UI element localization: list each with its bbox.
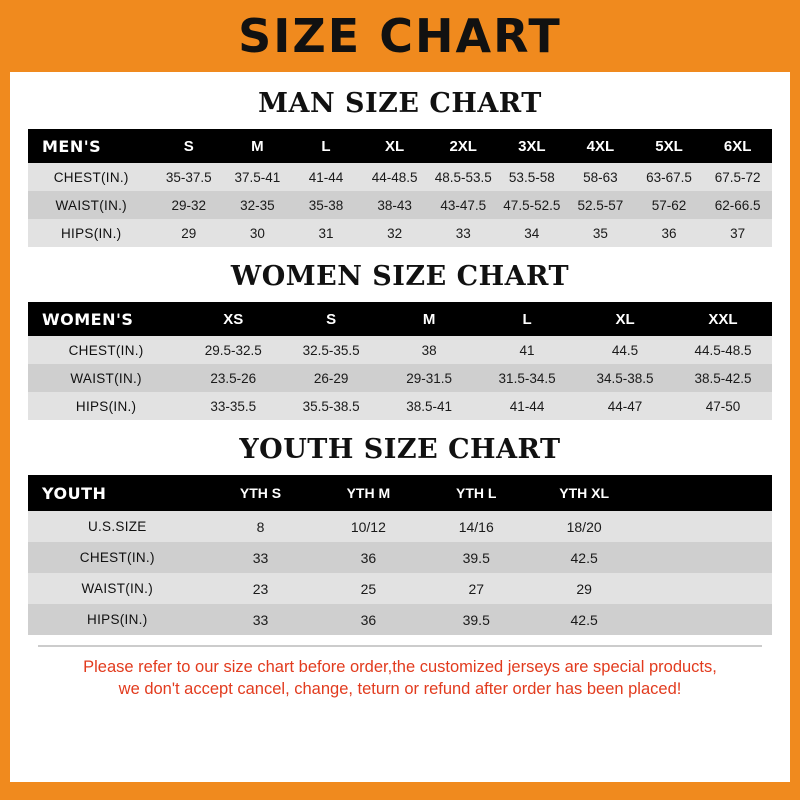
men-chest-5xl: 63-67.5 <box>635 163 704 191</box>
women-chest-xl: 44.5 <box>576 336 674 364</box>
women-chest-m: 38 <box>380 336 478 364</box>
youth-header-label: YOUTH <box>28 475 207 511</box>
women-chest-xxl: 44.5-48.5 <box>674 336 772 364</box>
youth-chest-xl: 42.5 <box>530 542 638 573</box>
women-waist-xs: 23.5-26 <box>184 364 282 392</box>
women-chest-l: 41 <box>478 336 576 364</box>
women-hips-xxl: 47-50 <box>674 392 772 420</box>
women-header-label: WOMEN'S <box>28 302 184 336</box>
youth-section-title: YOUTH SIZE CHART <box>239 434 561 465</box>
youth-chest-spacer <box>638 542 772 573</box>
youth-waist-m: 25 <box>314 573 422 604</box>
men-chest-3xl: 53.5-58 <box>498 163 567 191</box>
table-row <box>28 604 772 635</box>
men-chest-4xl: 58-63 <box>566 163 635 191</box>
women-row-waist-label: WAIST(IN.) <box>28 364 184 392</box>
youth-col-m: YTH M <box>314 475 422 511</box>
men-hips-xl: 32 <box>360 219 429 247</box>
men-hips-s: 29 <box>154 219 223 247</box>
men-chest-xl: 44-48.5 <box>360 163 429 191</box>
men-header-label: MEN'S <box>28 129 154 163</box>
youth-hips-xl: 42.5 <box>530 604 638 635</box>
youth-table-header <box>28 475 772 511</box>
women-col-m: M <box>380 302 478 336</box>
men-col-3xl: 3XL <box>498 129 567 163</box>
table-row <box>28 392 772 420</box>
men-hips-4xl: 35 <box>566 219 635 247</box>
women-hips-s: 35.5-38.5 <box>282 392 380 420</box>
youth-row-waist-label: WAIST(IN.) <box>28 573 207 604</box>
youth-chest-l: 39.5 <box>422 542 530 573</box>
men-size-table <box>28 129 772 247</box>
table-row <box>28 364 772 392</box>
men-col-4xl: 4XL <box>566 129 635 163</box>
men-waist-6xl: 62-66.5 <box>703 191 772 219</box>
footer-note-line-2: we don't accept cancel, change, teturn or refund after order has been placed! <box>118 680 682 699</box>
men-hips-3xl: 34 <box>498 219 567 247</box>
men-waist-3xl: 47.5-52.5 <box>498 191 567 219</box>
men-row-waist-label: WAIST(IN.) <box>28 191 154 219</box>
men-hips-2xl: 33 <box>429 219 498 247</box>
youth-col-xl: YTH XL <box>530 475 638 511</box>
men-col-s: S <box>154 129 223 163</box>
youth-ussize-m: 10/12 <box>314 511 422 542</box>
men-chest-s: 35-37.5 <box>154 163 223 191</box>
men-waist-xl: 38-43 <box>360 191 429 219</box>
youth-hips-spacer <box>638 604 772 635</box>
men-waist-4xl: 52.5-57 <box>566 191 635 219</box>
women-hips-l: 41-44 <box>478 392 576 420</box>
women-waist-m: 29-31.5 <box>380 364 478 392</box>
youth-ussize-xl: 18/20 <box>530 511 638 542</box>
men-waist-s: 29-32 <box>154 191 223 219</box>
youth-size-table <box>28 475 772 635</box>
women-table-body <box>28 336 772 420</box>
men-col-5xl: 5XL <box>635 129 704 163</box>
chart-content <box>10 72 790 774</box>
men-col-l: L <box>292 129 361 163</box>
table-header-row <box>28 475 772 511</box>
table-row <box>28 542 772 573</box>
youth-hips-s: 33 <box>207 604 315 635</box>
youth-waist-l: 27 <box>422 573 530 604</box>
page-banner <box>0 0 800 72</box>
footer-note <box>38 645 762 701</box>
men-row-hips-label: HIPS(IN.) <box>28 219 154 247</box>
women-waist-s: 26-29 <box>282 364 380 392</box>
men-waist-2xl: 43-47.5 <box>429 191 498 219</box>
youth-waist-xl: 29 <box>530 573 638 604</box>
youth-ussize-spacer <box>638 511 772 542</box>
youth-ussize-l: 14/16 <box>422 511 530 542</box>
women-hips-m: 38.5-41 <box>380 392 478 420</box>
men-waist-m: 32-35 <box>223 191 292 219</box>
women-col-l: L <box>478 302 576 336</box>
women-size-table <box>28 302 772 420</box>
men-hips-m: 30 <box>223 219 292 247</box>
youth-row-ussize-label: U.S.SIZE <box>28 511 207 542</box>
table-row <box>28 573 772 604</box>
women-col-xxl: XXL <box>674 302 772 336</box>
women-table-header <box>28 302 772 336</box>
table-row <box>28 163 772 191</box>
women-row-chest-label: CHEST(IN.) <box>28 336 184 364</box>
table-row <box>28 191 772 219</box>
men-hips-6xl: 37 <box>703 219 772 247</box>
youth-ussize-s: 8 <box>207 511 315 542</box>
men-section-title: MAN SIZE CHART <box>258 88 542 119</box>
women-chest-xs: 29.5-32.5 <box>184 336 282 364</box>
youth-chest-s: 33 <box>207 542 315 573</box>
page-title: SIZE CHART <box>238 9 562 63</box>
table-header-row <box>28 302 772 336</box>
youth-col-l: YTH L <box>422 475 530 511</box>
women-col-xs: XS <box>184 302 282 336</box>
table-row <box>28 511 772 542</box>
footer-note-line-1: Please refer to our size chart before order,the customized jerseys are special products, <box>83 658 717 676</box>
youth-row-chest-label: CHEST(IN.) <box>28 542 207 573</box>
youth-col-s: YTH S <box>207 475 315 511</box>
women-col-s: S <box>282 302 380 336</box>
women-col-xl: XL <box>576 302 674 336</box>
men-waist-5xl: 57-62 <box>635 191 704 219</box>
men-chest-m: 37.5-41 <box>223 163 292 191</box>
table-row <box>28 219 772 247</box>
men-chest-l: 41-44 <box>292 163 361 191</box>
men-waist-l: 35-38 <box>292 191 361 219</box>
women-hips-xs: 33-35.5 <box>184 392 282 420</box>
youth-waist-spacer <box>638 573 772 604</box>
men-hips-5xl: 36 <box>635 219 704 247</box>
men-col-xl: XL <box>360 129 429 163</box>
men-col-6xl: 6XL <box>703 129 772 163</box>
women-waist-xxl: 38.5-42.5 <box>674 364 772 392</box>
youth-row-hips-label: HIPS(IN.) <box>28 604 207 635</box>
youth-hips-l: 39.5 <box>422 604 530 635</box>
women-waist-l: 31.5-34.5 <box>478 364 576 392</box>
youth-col-spacer <box>638 475 772 511</box>
youth-chest-m: 36 <box>314 542 422 573</box>
women-hips-xl: 44-47 <box>576 392 674 420</box>
men-chest-6xl: 67.5-72 <box>703 163 772 191</box>
men-table-body <box>28 163 772 247</box>
bottom-accent-bar <box>0 782 800 800</box>
table-header-row <box>28 129 772 163</box>
table-row <box>28 336 772 364</box>
men-table-header <box>28 129 772 163</box>
youth-table-body <box>28 511 772 635</box>
men-col-m: M <box>223 129 292 163</box>
women-row-hips-label: HIPS(IN.) <box>28 392 184 420</box>
men-hips-l: 31 <box>292 219 361 247</box>
women-waist-xl: 34.5-38.5 <box>576 364 674 392</box>
men-col-2xl: 2XL <box>429 129 498 163</box>
women-chest-s: 32.5-35.5 <box>282 336 380 364</box>
youth-hips-m: 36 <box>314 604 422 635</box>
men-row-chest-label: CHEST(IN.) <box>28 163 154 191</box>
women-section-title: WOMEN SIZE CHART <box>230 261 570 292</box>
men-chest-2xl: 48.5-53.5 <box>429 163 498 191</box>
youth-waist-s: 23 <box>207 573 315 604</box>
